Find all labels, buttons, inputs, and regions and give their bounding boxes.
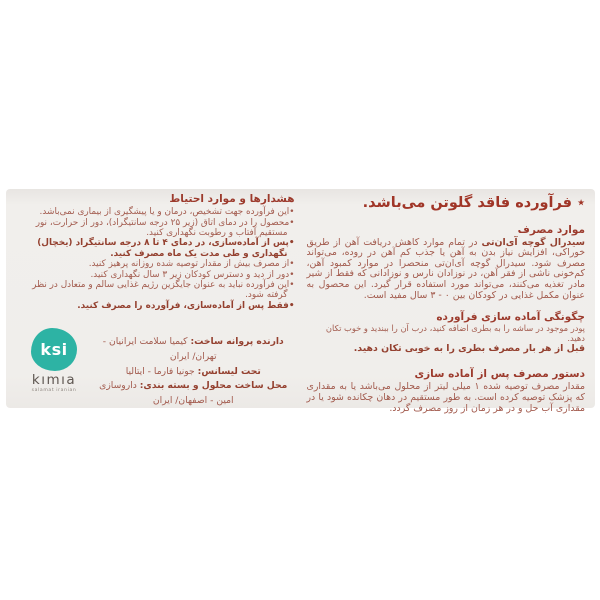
warning-item: •دور از دید و دسترس کودکان زیر ۳ سال نگهداری کنید. bbox=[90, 269, 295, 280]
manufacturer-block bbox=[16, 326, 295, 409]
manufacturer-value: جونیا فارما - ایتالیا bbox=[125, 365, 195, 377]
column-right bbox=[306, 193, 586, 414]
usage-body-text: در تمام موارد کاهش دریافت آهن از طریق خوراکی، افزایش نیاز بدن به آهن یا جذب کم آهن در روده، می‌تواند مصرف شود. سیدرال گوچه آی‌ان‌تی منحصرا در موارد کمبود آهن، کم‌خونی ناشی از فقر آهن، در نوزادان نارس و نوزادانی که فقط از شیر مادر تغذیه می‌کنند، می‌تواند مورد استفاده قرار گیرد. این محصول به عنوان مکمل غذایی در کودکان بین ۰ - ۳ سال مفید است. bbox=[306, 236, 585, 301]
manufacturer-line bbox=[92, 335, 295, 364]
warning-item: •این فرآورده جهت تشخیص، درمان و یا پیشگیری از بیماری نمی‌باشد. bbox=[39, 207, 295, 218]
warning-item: •از مصرف بیش از مقدار توصیه شده روزانه پرهیز کنید. bbox=[88, 259, 295, 270]
section-usage bbox=[307, 224, 586, 301]
section-preparation bbox=[307, 311, 586, 355]
column-left bbox=[16, 193, 295, 408]
manufacturer-label: دارنده پروانه ساخت: bbox=[190, 336, 284, 348]
warning-item: •فقط پس از آماده‌سازی، فرآورده را مصرف کنید. bbox=[77, 300, 295, 311]
warning-item: •محصول را در دمای اتاق (زیر ۲۵ درجه سانتیگراد)، دور از حرارت، نور مستقیم آفتاب و رطوبت نگهداری کنید. bbox=[35, 217, 295, 238]
brand-tagline: salamat iranian bbox=[31, 387, 77, 393]
manufacturer-label: تحت لیسانس: bbox=[197, 365, 261, 377]
label-panel bbox=[6, 189, 595, 414]
preparation-title: چگونگی آماده سازی فرآورده bbox=[436, 311, 585, 324]
section-warnings bbox=[16, 193, 295, 311]
usage-body bbox=[307, 238, 586, 302]
brand-name: kımıa bbox=[31, 372, 77, 389]
brand-logo bbox=[16, 326, 92, 393]
ksi-logo-text: ksi bbox=[40, 340, 68, 360]
dosage-title: دستور مصرف پس از آماده سازی bbox=[414, 368, 585, 381]
gluten-free-notice: ٭ فرآورده فاقد گلوتن می‌باشد. bbox=[362, 195, 585, 211]
warning-item: •پس از آماده‌سازی، در دمای ۴ تا ۸ درجه سانتیگراد (یخچال) نگهداری و طی مدت یک ماه مصرف کنید. bbox=[37, 238, 295, 259]
warning-item: •این فرآورده نباید به عنوان جایگزین رژیم غذایی سالم و متعادل در نظر گرفته شود. bbox=[32, 279, 295, 301]
manufacturer-info bbox=[92, 326, 295, 409]
preparation-body: پودر موجود در ساشه را به بطری اضافه کنید، درب آن را ببندید و خوب تکان دهید. bbox=[325, 323, 585, 343]
preparation-shake-note: قبل از هر بار مصرف بطری را به خوبی تکان دهید. bbox=[353, 343, 585, 355]
manufacturer-line bbox=[92, 365, 295, 380]
dosage-body: مقدار مصرف توصیه شده ۱ میلی لیتر از محلول می‌باشد یا به مقداری که پزشک توصیه کرده است. به طور مستقیم در دهان چکانده شود یا در مقداری آب حل و در هر زمان از روز مصرف گردد. bbox=[306, 381, 585, 414]
usage-lead-bold: سیدرال گوچه آی‌ان‌تی bbox=[481, 236, 585, 248]
warnings-title: هشدارها و موارد احتیاط bbox=[169, 193, 295, 205]
ksi-logo-mark bbox=[31, 328, 77, 371]
manufacturer-label: محل ساخت محلول و بسته بندی: bbox=[139, 380, 288, 392]
section-dosage bbox=[307, 368, 586, 414]
usage-title: موارد مصرف bbox=[517, 224, 585, 237]
manufacturer-value: داروسازی امین - اصفهان/ ایران bbox=[99, 380, 234, 407]
manufacturer-value: کیمیا سلامت ایرانیان - تهران/ ایران bbox=[102, 336, 217, 362]
warnings-list bbox=[16, 207, 295, 311]
manufacturer-line bbox=[92, 379, 295, 408]
